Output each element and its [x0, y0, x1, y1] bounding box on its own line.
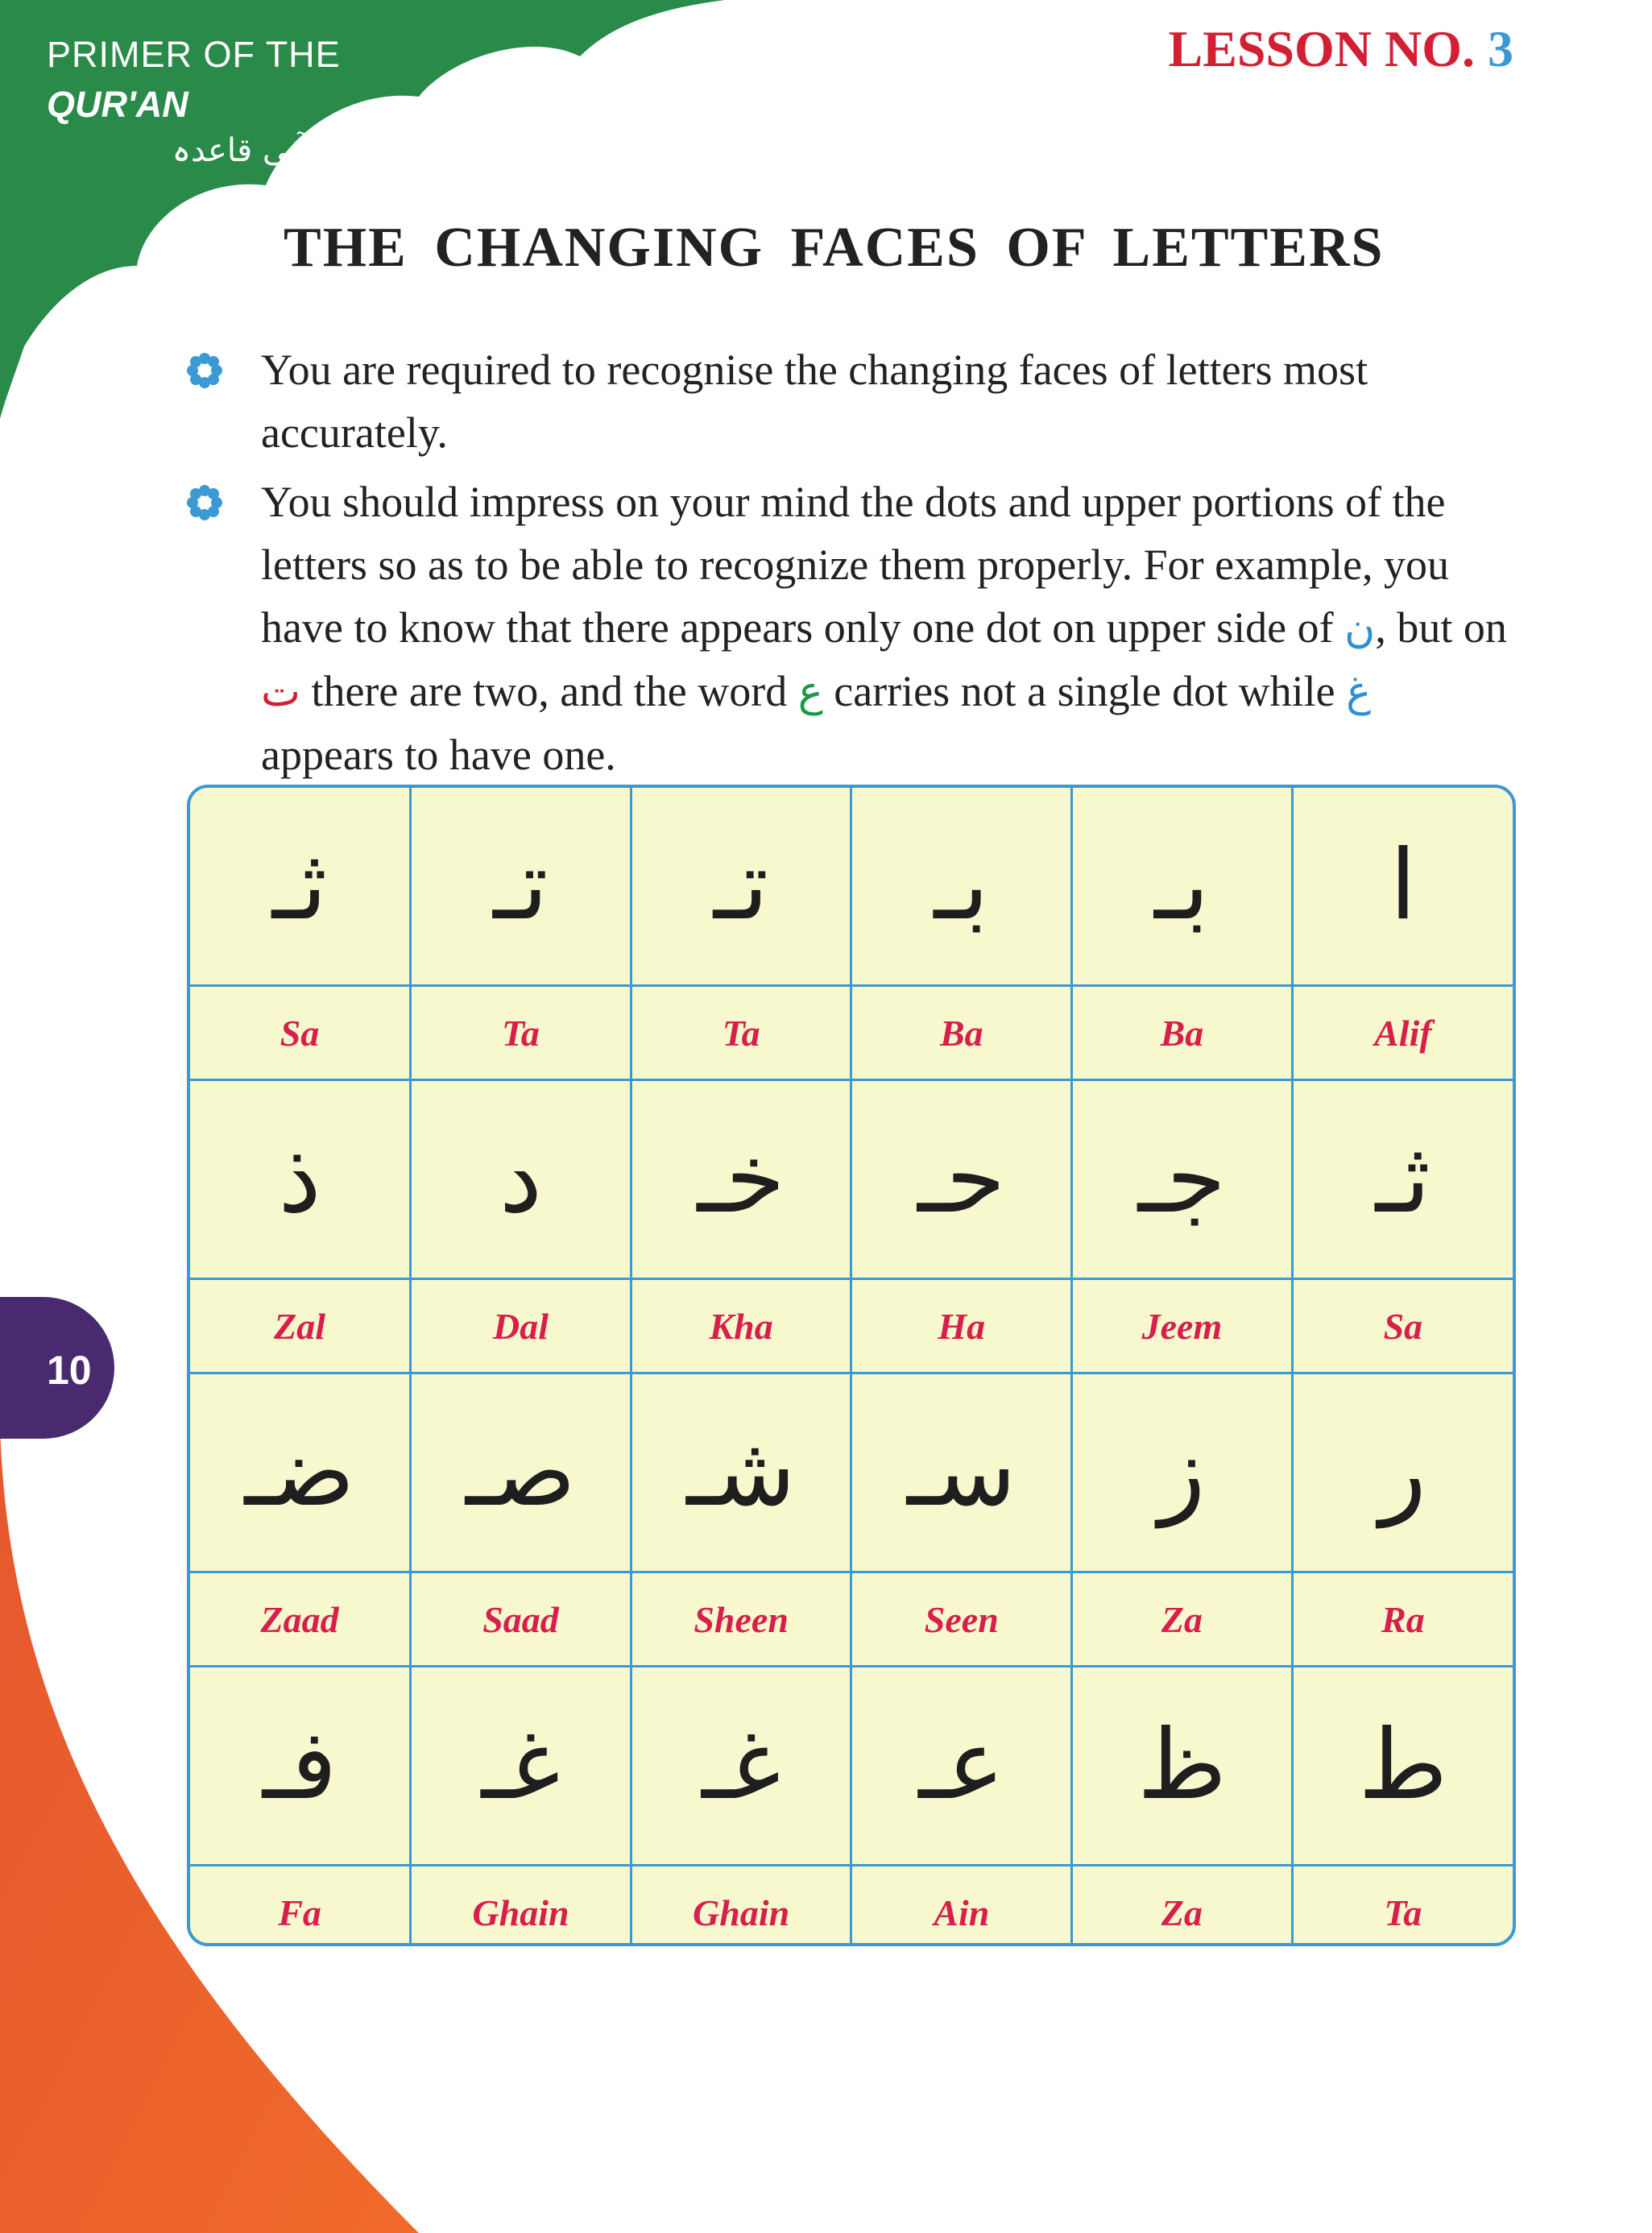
name-cell [851, 1279, 1072, 1373]
letter-name: Ghain [472, 1891, 569, 1933]
name-cell [1072, 1572, 1293, 1667]
arabic-letter: ثـ [1375, 1123, 1431, 1235]
letter-cell [190, 1080, 411, 1279]
letter-name: Zaad [260, 1598, 339, 1640]
arabic-letter: د [499, 1123, 543, 1235]
letter-cell [631, 1373, 851, 1572]
letter-name: Dal [492, 1305, 549, 1347]
page-number: 10 [47, 1348, 92, 1393]
arabic-letter: غـ [702, 1709, 781, 1821]
name-cell [851, 1572, 1072, 1667]
lesson-heading [1168, 19, 1513, 79]
bullet-text: You are required to recognise the changing faces of letters most accurately. [261, 346, 1368, 457]
arabic-letter: ز [1158, 1416, 1206, 1528]
arabic-letter: بـ [1154, 830, 1210, 942]
arabic-letter: ظ [1137, 1709, 1227, 1821]
name-cell [411, 1866, 631, 1947]
letter-name: Sa [1383, 1305, 1423, 1347]
bullet-text: You should impress on your mind the dots and upper portions of the letters so as to be able to recognize them properly. For example, you have to know that there appears only one dot on upper side of [261, 478, 1450, 652]
example-letter-noon: ن [1344, 604, 1376, 652]
letter-cell [631, 1080, 851, 1279]
letter-row [190, 1080, 1513, 1279]
letter-cell [851, 1667, 1072, 1866]
letter-cell [1292, 1080, 1513, 1279]
name-cell [411, 986, 631, 1080]
letter-cell [1072, 1373, 1293, 1572]
name-row [190, 1572, 1513, 1667]
name-cell [1292, 1279, 1513, 1373]
letter-name: Ra [1381, 1598, 1425, 1640]
name-cell [851, 986, 1072, 1080]
letter-name: Za [1161, 1891, 1203, 1933]
letter-name: Zal [274, 1305, 326, 1347]
instructions [185, 338, 1514, 793]
name-cell [631, 1572, 851, 1667]
arabic-letter: بـ [934, 830, 990, 942]
letter-name: Ghain [693, 1891, 790, 1933]
letters-table [190, 788, 1513, 1946]
letter-cell [631, 1667, 851, 1866]
arabic-letter: ر [1379, 1416, 1426, 1528]
letter-row [190, 1667, 1513, 1866]
letter-name: Sa [279, 1012, 320, 1054]
letter-row [190, 1373, 1513, 1572]
arabic-letter: جـ [1137, 1123, 1227, 1235]
letter-row [190, 788, 1513, 986]
letter-cell [411, 1373, 631, 1572]
example-letter-ain: ع [797, 668, 823, 716]
letter-cell [1292, 1373, 1513, 1572]
letter-cell [851, 788, 1072, 986]
arabic-letter: تـ [713, 830, 769, 942]
letter-cell [1072, 1667, 1293, 1866]
name-row [190, 986, 1513, 1080]
letters-grid [187, 785, 1516, 1946]
arabic-letter: ثـ [271, 830, 328, 942]
name-row [190, 1866, 1513, 1947]
arabic-letter: غـ [481, 1709, 561, 1821]
bullet-text: appears to have one. [261, 731, 616, 779]
letter-cell [851, 1373, 1072, 1572]
letter-name: Sheen [694, 1598, 789, 1640]
example-letter-ta: ت [261, 668, 300, 716]
letter-cell [1072, 788, 1293, 986]
letter-name: Saad [482, 1598, 559, 1640]
arabic-letter: ذ [278, 1123, 321, 1235]
bullet-text: carries not a single dot while [822, 667, 1347, 715]
name-cell [631, 1279, 851, 1373]
brand-line1: PRIMER OF THE [47, 34, 341, 75]
letter-cell [1292, 1667, 1513, 1866]
letter-name: Ha [938, 1305, 986, 1347]
letter-cell [1072, 1080, 1293, 1279]
arabic-letter: عـ [918, 1709, 1005, 1821]
brand-arabic: قرآنی قاعدہ [172, 132, 341, 169]
brand-block [47, 34, 341, 169]
lesson-number: 3 [1488, 20, 1513, 77]
letter-name: Seen [924, 1598, 999, 1640]
name-cell [631, 1866, 851, 1947]
letter-name: Ta [1384, 1891, 1422, 1933]
letter-cell [1292, 788, 1513, 986]
bullet-text: , but on [1375, 603, 1507, 652]
arabic-letter: خـ [697, 1123, 785, 1235]
name-row [190, 1279, 1513, 1373]
arabic-letter: سـ [906, 1416, 1016, 1528]
letter-name: Ain [934, 1891, 990, 1933]
name-cell [1072, 1279, 1293, 1373]
bullet-item [185, 470, 1514, 786]
name-cell [190, 1866, 411, 1947]
flower-bullet-icon [185, 351, 224, 390]
arabic-letter: ضـ [244, 1416, 355, 1528]
letter-name: Ta [502, 1012, 540, 1054]
letter-name: Za [1161, 1598, 1203, 1640]
name-cell [851, 1866, 1072, 1947]
arabic-letter: تـ [493, 830, 549, 942]
brand-line2: QUR'AN [47, 84, 188, 125]
name-cell [1292, 986, 1513, 1080]
letter-cell [411, 788, 631, 986]
letter-name: Ta [722, 1012, 760, 1054]
arabic-letter: حـ [917, 1123, 1006, 1235]
letter-cell [190, 1373, 411, 1572]
arabic-letter: ط [1358, 1709, 1448, 1821]
letter-cell [851, 1080, 1072, 1279]
letter-cell [631, 788, 851, 986]
flower-bullet-icon [185, 483, 224, 522]
page-title: THE CHANGING FACES OF LETTERS [284, 217, 1385, 279]
arabic-letter: صـ [465, 1416, 577, 1528]
name-cell [411, 1279, 631, 1373]
lesson-label: LESSON NO. [1168, 20, 1475, 77]
letter-name: Ba [1160, 1012, 1204, 1054]
letter-name: Jeem [1141, 1305, 1223, 1347]
letter-cell [190, 1667, 411, 1866]
arabic-letter: فـ [262, 1709, 337, 1821]
letter-cell [190, 788, 411, 986]
name-cell [190, 1279, 411, 1373]
letter-name: Ba [939, 1012, 983, 1054]
name-cell [190, 1572, 411, 1667]
name-cell [1292, 1572, 1513, 1667]
page-number-tab [0, 1297, 114, 1439]
arabic-letter: شـ [686, 1416, 796, 1528]
name-cell [1072, 986, 1293, 1080]
letter-name: Fa [278, 1891, 321, 1933]
name-cell [1292, 1866, 1513, 1947]
name-cell [1072, 1866, 1293, 1947]
name-cell [190, 986, 411, 1080]
letter-cell [411, 1080, 631, 1279]
letter-cell [411, 1667, 631, 1866]
bullet-item [185, 338, 1514, 464]
example-letter-ghain: غ [1346, 668, 1372, 716]
letter-name: Kha [709, 1305, 773, 1347]
name-cell [411, 1572, 631, 1667]
bullet-text: there are two, and the word [300, 667, 798, 715]
letter-name: Alif [1374, 1012, 1432, 1054]
arabic-letter: ا [1389, 830, 1417, 942]
name-cell [631, 986, 851, 1080]
